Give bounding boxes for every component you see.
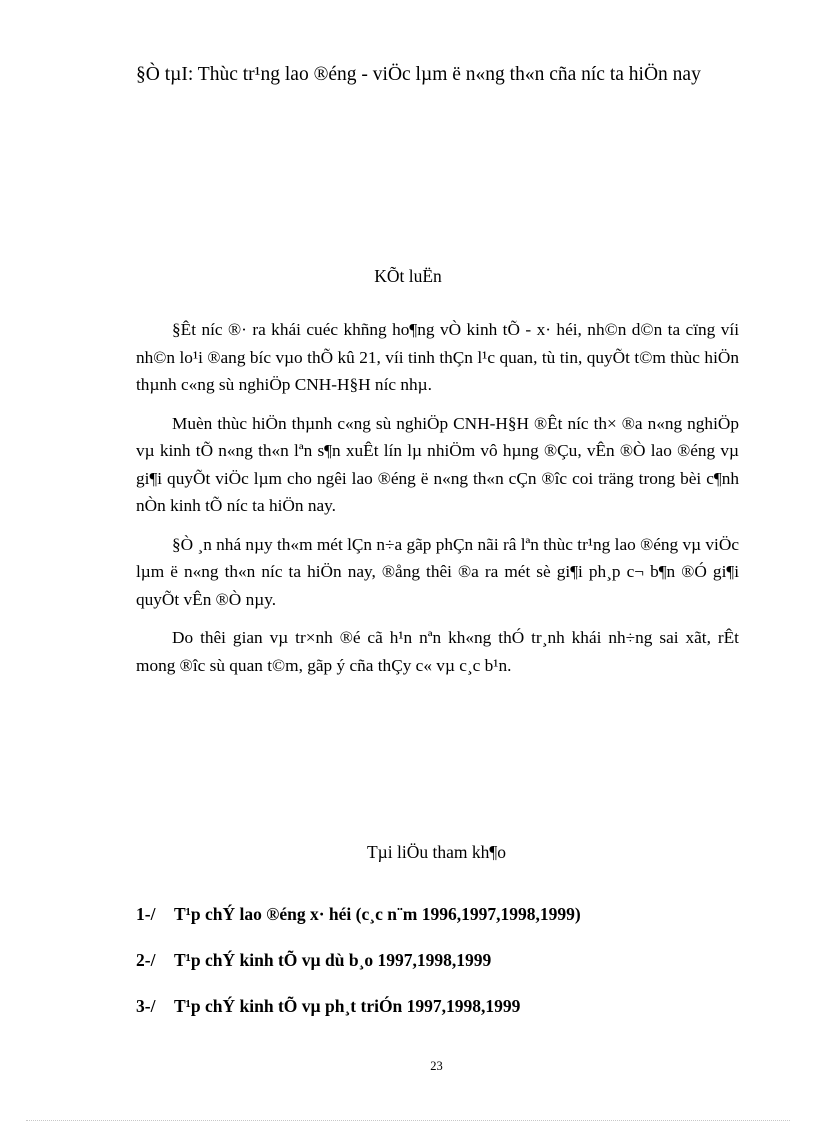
- conclusion-paragraph: §Ò ¸n nhá nµy th«m mét lÇn n÷a gãp phÇn nãi râ lªn thùc tr¹ng lao ®éng vµ viÖc lµm ë n«ng th«n níc ta hiÖn nay, ®ång thêi ®a ra mét sè gi¶i ph¸p c¬ b¶n ®Ó gi¶i quyÕt vÊn ®Ò nµy.: [136, 534, 739, 609]
- reference-text: T¹p chÝ lao ®éng x· héi (c¸c n¨m 1996,1997,1998,1999): [174, 904, 581, 924]
- reference-item: [136, 994, 756, 1018]
- conclusion-paragraph: §Êt níc ®· ra khái cuéc khñng ho¶ng vÒ kinh tÕ - x· héi, nh©n d©n ta cïng víi nh©n lo¹i ®ang bíc vµo thÕ kû 21, víi tinh thÇn l¹c quan, tù tin, quyÕt t©m thùc hiÖn thµnh c«ng sù nghiÖp CNH-H§H níc nhµ.: [136, 320, 739, 394]
- conclusion-paragraph: Do thêi gian vµ tr×nh ®é cã h¹n nªn kh«ng thÓ tr¸nh khái nh÷ng sai xãt, rÊt mong ®îc sù quan t©m, gãp ý cña thÇy c« vµ c¸c b¹n.: [136, 628, 739, 675]
- conclusion-body: [136, 316, 739, 690]
- page-title: §Ò tµI: Thùc tr¹ng lao ®éng - viÖc lµm ë n«ng th«n cña níc ta hiÖn nay: [136, 64, 701, 85]
- reference-number: 2-/: [136, 950, 156, 970]
- page-number: 23: [430, 1059, 443, 1073]
- reference-number: 1-/: [136, 904, 156, 924]
- reference-item: [136, 902, 756, 926]
- reference-item: [136, 948, 756, 972]
- footer-divider: [26, 1120, 790, 1121]
- reference-text: T¹p chÝ kinh tÕ vµ dù b¸o 1997,1998,1999: [174, 950, 492, 970]
- conclusion-heading: KÕt luËn: [374, 266, 442, 286]
- reference-text: T¹p chÝ kinh tÕ vµ ph¸t triÓn 1997,1998,1999: [174, 996, 521, 1016]
- reference-number: 3-/: [136, 996, 156, 1016]
- references-list: [136, 902, 756, 1040]
- references-heading: Tµi liÖu tham kh¶o: [366, 842, 507, 862]
- conclusion-paragraph: Muèn thùc hiÖn thµnh c«ng sù nghiÖp CNH-H§H ®Êt níc th× ®a n«ng nghiÖp vµ kinh tÕ n«ng th«n lªn s¶n xuÊt lín lµ nhiÖm vô hµng ®Çu, vÊn ®Ò lao ®éng vµ gi¶i quyÕt viÖc lµm cho ngêi lao ®éng ë n«ng th«n cÇn ®îc coi träng trong bèi c¶nh nÒn kinh tÕ níc ta hiÖn nay.: [136, 413, 739, 515]
